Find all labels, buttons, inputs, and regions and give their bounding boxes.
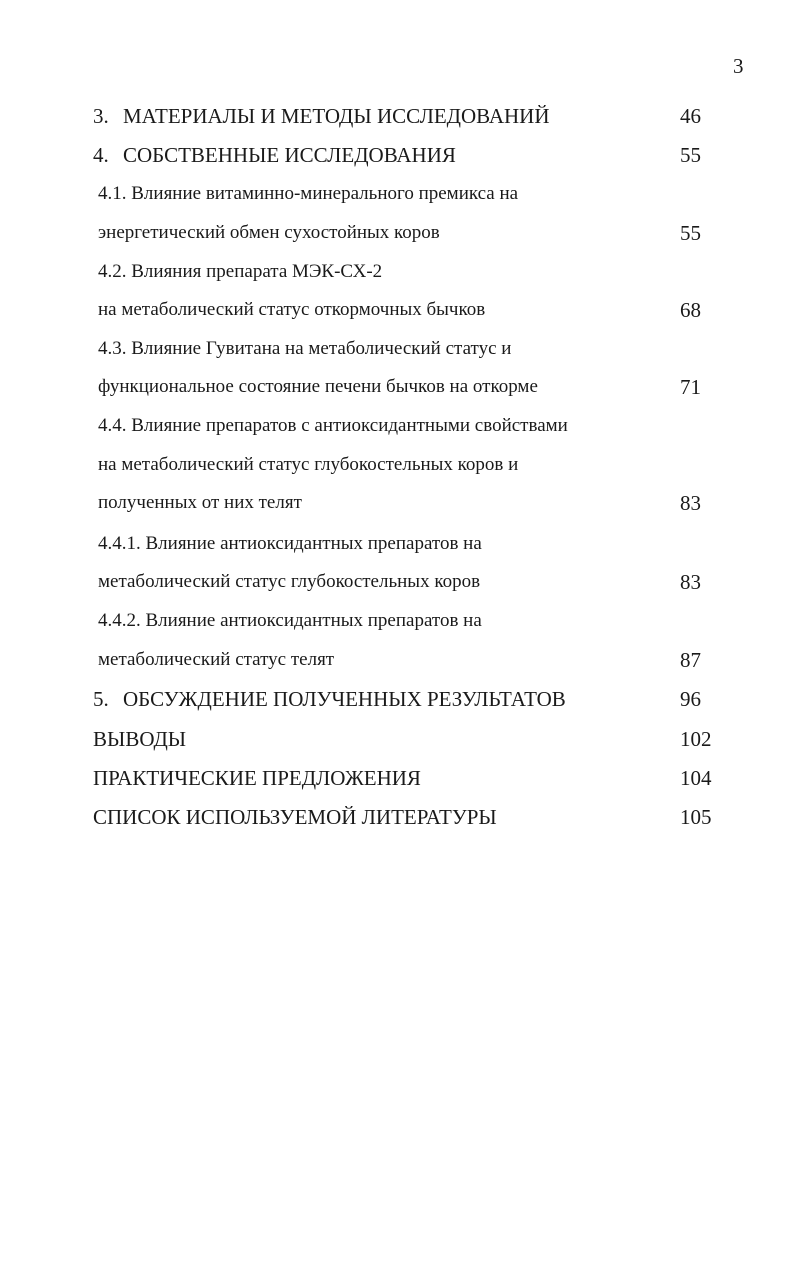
toc-entry-text: ОБСУЖДЕНИЕ ПОЛУЧЕННЫХ РЕЗУЛЬТАТОВ <box>123 687 566 711</box>
toc-entry-page: 83 <box>680 570 701 594</box>
toc-entry-page: 55 <box>680 143 701 167</box>
toc-entry-page: 104 <box>680 766 712 790</box>
toc-entry-page: 105 <box>680 805 712 829</box>
toc-entry-page: 96 <box>680 687 701 711</box>
toc-entry-text: метаболический статус телят <box>98 649 335 670</box>
toc-entry-title <box>93 104 550 129</box>
toc-entry-title <box>93 143 456 168</box>
toc-entry-number: 5. <box>93 687 109 711</box>
toc-entry-text: 4.3. Влияние Гувитана на метаболический статус и <box>98 338 512 359</box>
toc-entry-text: энергетический обмен сухостойных коров <box>98 222 440 243</box>
toc-entry-page: 102 <box>680 727 712 751</box>
toc-entry-text: СОБСТВЕННЫЕ ИССЛЕДОВАНИЯ <box>123 143 456 167</box>
toc-entry-text: 4.4.2. Влияние антиоксидантных препаратов на <box>98 610 482 631</box>
toc-entry-text: функциональное состояние печени бычков на откорме <box>98 376 538 397</box>
toc-entry-text: МАТЕРИАЛЫ И МЕТОДЫ ИССЛЕДОВАНИЙ <box>123 104 550 128</box>
toc-entry-page: 87 <box>680 648 701 672</box>
toc-entry-number: 4. <box>93 143 109 167</box>
toc-entry-text: на метаболический статус откормочных бычков <box>98 299 486 320</box>
toc-entry-page: 83 <box>680 491 701 515</box>
toc-entry-text: 4.4.1. Влияние антиоксидантных препаратов на <box>98 533 482 554</box>
toc-entry-text: полученных от них телят <box>98 492 302 513</box>
toc-entry-text: 4.2. Влияния препарата МЭК-СХ-2 <box>98 261 383 282</box>
page-number: 3 <box>733 54 744 78</box>
toc-entry-text: 4.4. Влияние препаратов с антиоксидантными свойствами <box>98 415 568 436</box>
toc-entry-page: 55 <box>680 221 701 245</box>
toc-entry-text: 4.1. Влияние витаминно-минерального премикса на <box>98 183 519 204</box>
toc-entry-title <box>93 687 566 712</box>
toc-entry-page: 71 <box>680 375 701 399</box>
toc-entry-number: 3. <box>93 104 109 128</box>
toc-entry-text: метаболический статус глубокостельных коров <box>98 571 481 592</box>
toc-entry-page: 68 <box>680 298 701 322</box>
toc-entry-text: на метаболический статус глубокостельных коров и <box>98 454 519 475</box>
toc-entry-page: 46 <box>680 104 701 128</box>
toc-entry-text: СПИСОК ИСПОЛЬЗУЕМОЙ ЛИТЕРАТУРЫ <box>93 805 497 829</box>
toc-entry-text: ВЫВОДЫ <box>93 727 187 751</box>
toc-entry-text: ПРАКТИЧЕСКИЕ ПРЕДЛОЖЕНИЯ <box>93 766 421 790</box>
